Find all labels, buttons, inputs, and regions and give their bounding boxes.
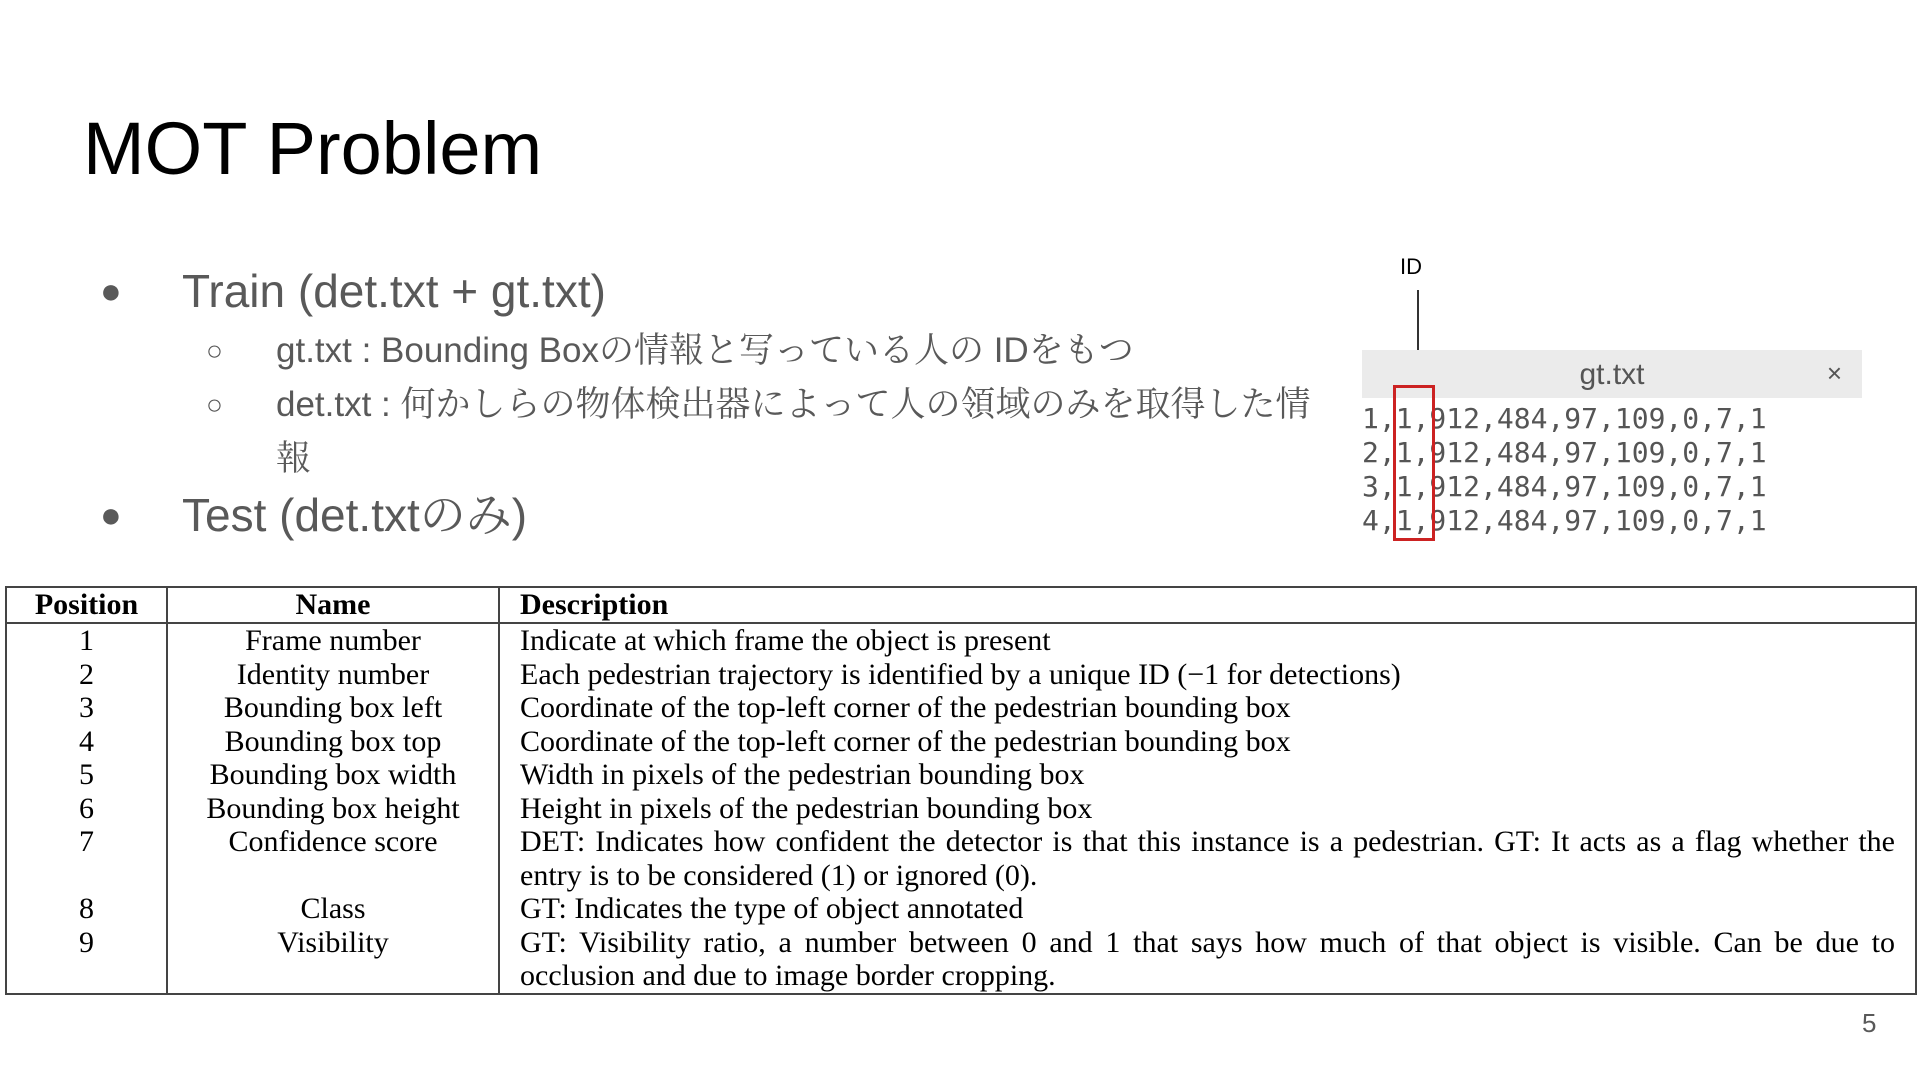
table-row	[6, 792, 1916, 826]
header-name: Name	[167, 587, 499, 623]
cell-name: Bounding box top	[167, 725, 499, 759]
cell-position: 7	[6, 825, 167, 892]
bullet-train	[100, 262, 1330, 320]
cell-position: 4	[6, 725, 167, 759]
gt-file-line: 2,1,912,484,97,109,0,7,1	[1362, 436, 1767, 469]
sub-bullet-dot: ○	[206, 335, 223, 366]
cell-description: Coordinate of the top-left corner of the pedestrian bounding box	[499, 691, 1916, 725]
cell-description: GT: Visibility ratio, a number between 0 and 1 that says how much of that object is visible. Can be due to occlusion and due to image border cropping.	[499, 926, 1916, 994]
cell-position: 9	[6, 926, 167, 994]
sub-bullet-text: gt.txt : Bounding Boxの情報と写っている人の IDをもつ	[276, 331, 1134, 370]
header-position: Position	[6, 587, 167, 623]
cell-position: 8	[6, 892, 167, 926]
sub-bullet-dot: ○	[206, 389, 223, 420]
cell-name: Bounding box width	[167, 758, 499, 792]
cell-description: Indicate at which frame the object is present	[499, 623, 1916, 658]
table-header-row	[6, 587, 1916, 623]
slide-title: MOT Problem	[83, 107, 543, 190]
sub-bullet-text: det.txt : 何かしらの物体検出器によって人の領域のみを取得した情報	[276, 385, 1311, 478]
gt-file-line: 1,1,912,484,97,109,0,7,1	[1362, 402, 1767, 435]
bullet-text: Test (det.txtのみ)	[182, 489, 528, 541]
bullet-text: Train (det.txt + gt.txt)	[182, 265, 606, 317]
cell-position: 1	[6, 623, 167, 658]
gt-file-tab	[1362, 350, 1862, 398]
cell-position: 5	[6, 758, 167, 792]
cell-position: 3	[6, 691, 167, 725]
sub-bullet-det	[100, 378, 1330, 486]
table-row	[6, 658, 1916, 692]
table-row	[6, 725, 1916, 759]
cell-description: GT: Indicates the type of object annotated	[499, 892, 1916, 926]
gt-file-line: 3,1,912,484,97,109,0,7,1	[1362, 470, 1767, 503]
table-row	[6, 892, 1916, 926]
cell-name: Confidence score	[167, 825, 499, 892]
bullet-test	[100, 486, 1330, 544]
close-icon: ×	[1826, 358, 1842, 388]
cell-name: Class	[167, 892, 499, 926]
cell-name: Bounding box left	[167, 691, 499, 725]
cell-name: Visibility	[167, 926, 499, 994]
gt-file-line: 4,1,912,484,97,109,0,7,1	[1362, 504, 1767, 537]
table-row	[6, 623, 1916, 658]
bullet-dot: ●	[100, 270, 122, 311]
cell-description: Coordinate of the top-left corner of the pedestrian bounding box	[499, 725, 1916, 759]
header-description: Description	[499, 587, 1916, 623]
table-row	[6, 758, 1916, 792]
cell-description: Width in pixels of the pedestrian bounding box	[499, 758, 1916, 792]
cell-description: Each pedestrian trajectory is identified by a unique ID (−1 for detections)	[499, 658, 1916, 692]
cell-name: Bounding box height	[167, 792, 499, 826]
bullet-list	[100, 262, 1330, 548]
cell-name: Identity number	[167, 658, 499, 692]
cell-name: Frame number	[167, 623, 499, 658]
table-row	[6, 926, 1916, 994]
id-callout-label: ID	[1400, 254, 1422, 279]
sub-bullet-gt	[100, 324, 1330, 378]
format-table-container	[5, 586, 1917, 995]
page-number: 5	[1862, 1008, 1877, 1038]
cell-description: DET: Indicates how confident the detector is that this instance is a pedestrian. GT: It acts as a flag whether the entry is to be considered (1) or ignored (0).	[499, 825, 1916, 892]
cell-position: 6	[6, 792, 167, 826]
table-row	[6, 825, 1916, 892]
format-table	[5, 586, 1917, 995]
cell-description: Height in pixels of the pedestrian bounding box	[499, 792, 1916, 826]
gt-file-tab-title: gt.txt	[1579, 358, 1645, 391]
table-row	[6, 691, 1916, 725]
id-column-highlight-box	[1393, 385, 1435, 541]
cell-position: 2	[6, 658, 167, 692]
bullet-dot: ●	[100, 494, 122, 535]
